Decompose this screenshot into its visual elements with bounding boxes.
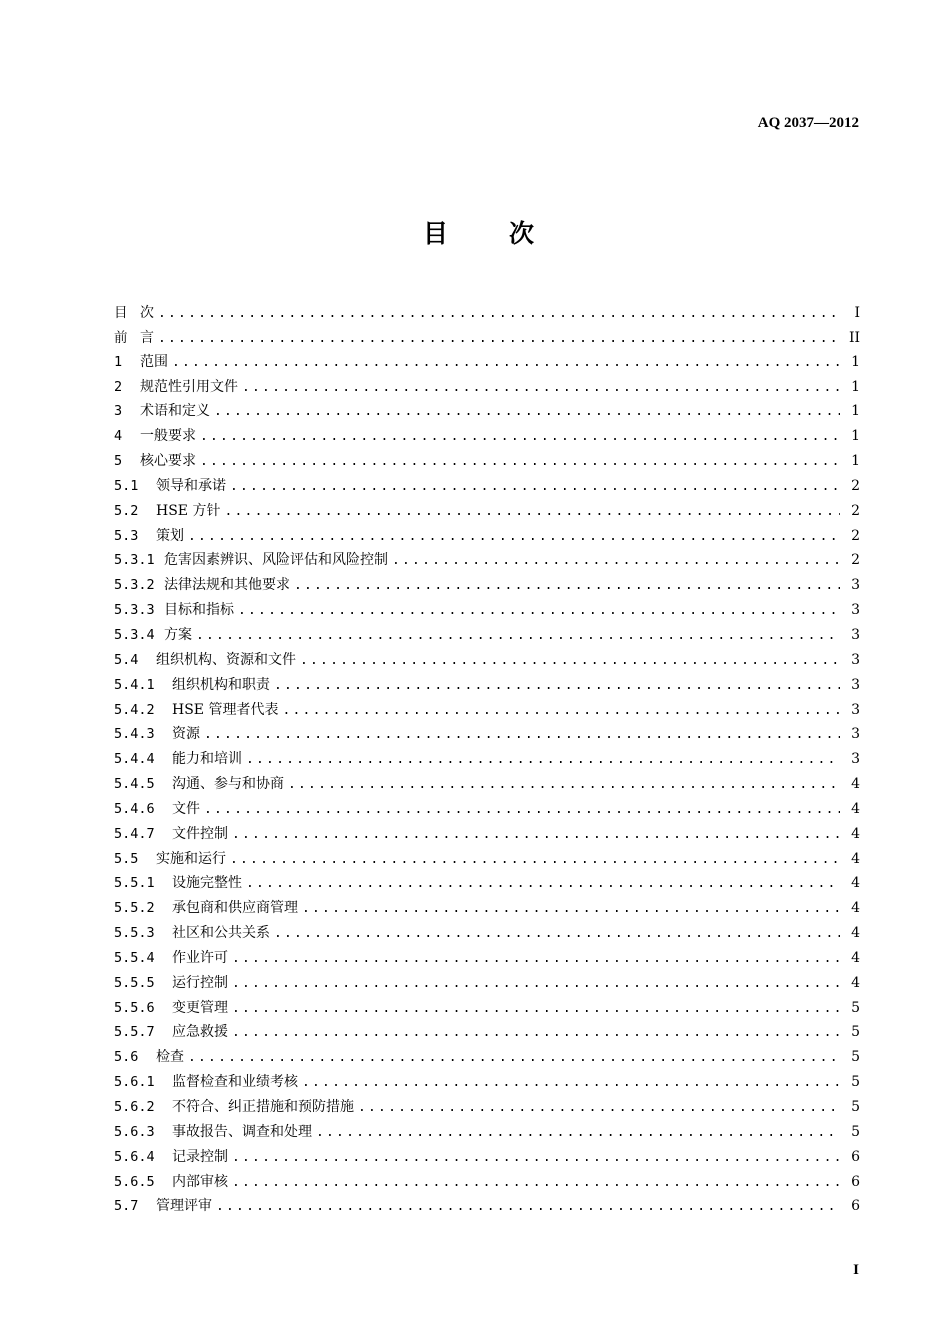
toc-entry-number: 1 [114,353,123,370]
toc-entry[interactable] [114,1021,860,1046]
footer-page-number: I [853,1262,859,1278]
toc-entry-number: 5.2 [114,502,139,519]
toc-entry-page: 4 [851,825,860,842]
toc-entry[interactable] [114,624,860,649]
toc-dot-leader [230,852,840,867]
toc-dot-leader [158,306,840,321]
toc-entry[interactable] [114,425,860,450]
toc-entry[interactable] [114,773,860,798]
toc-entry-number: 目 [114,305,128,321]
toc-entry-page: 5 [851,1049,860,1066]
toc-entry[interactable] [114,798,860,823]
toc-entry-label: 变更管理 [172,999,228,1016]
toc-entry-label: 一般要求 [140,428,196,445]
toc-dot-leader [246,876,840,891]
toc-entry[interactable] [114,997,860,1022]
toc-dot-leader [216,1199,840,1214]
toc-entry-number: 5.5.5 [114,974,155,991]
toc-dot-leader [238,603,840,618]
toc-dot-leader [316,1125,840,1140]
toc-entry-label: 承包商和供应商管理 [172,900,298,917]
toc-entry-label: 社区和公共关系 [172,925,270,942]
toc-entry-number: 5 [114,453,123,470]
toc-entry[interactable] [114,922,860,947]
toc-dot-leader [232,976,840,991]
toc-entry-number: 5.3.4 [114,626,155,643]
toc-entry-number: 5.6.3 [114,1123,155,1140]
toc-dot-leader [232,1001,840,1016]
toc-entry-page: 4 [851,949,860,966]
toc-dot-leader [232,1025,840,1040]
toc-entry-number: 5.6 [114,1049,139,1066]
toc-entry-number: 5.5.1 [114,875,155,892]
toc-entry-label: 核心要求 [140,453,196,470]
toc-entry-number: 5.5.7 [114,1024,155,1041]
toc-entry[interactable] [114,400,860,425]
toc-entry-number: 5.6.4 [114,1148,155,1165]
toc-entry-page: 6 [851,1148,860,1165]
toc-entry[interactable] [114,699,860,724]
toc-entry-number: 前 [114,329,128,346]
toc-entry-page: 5 [851,1123,860,1140]
toc-entry-label: 作业许可 [172,949,228,966]
toc-entry[interactable] [114,897,860,922]
toc-entry-label: 规范性引用文件 [140,378,238,395]
toc-dot-leader [232,827,840,842]
toc-dot-leader [196,628,840,643]
toc-entry-page: 3 [851,676,860,693]
toc-entry-number: 5.4.5 [114,776,155,793]
toc-entry[interactable] [114,723,860,748]
toc-entry-page: 1 [851,453,860,470]
toc-entry-page: 6 [851,1198,860,1215]
toc-entry[interactable] [114,1071,860,1096]
toc-dot-leader [232,1150,840,1165]
toc-entry-page: 2 [851,477,860,494]
toc-entry-page: II [848,329,860,346]
toc-dot-leader [214,404,840,419]
toc-entry-page: 1 [851,378,860,395]
toc-entry-label: 应急救援 [172,1024,228,1041]
toc-entry-label: HSE 管理者代表 [172,701,279,718]
toc-entry-label: 方案 [164,626,192,643]
toc-entry-label: 不符合、纠正措施和预防措施 [172,1099,354,1115]
toc-entry-label: 目标和指标 [164,602,234,619]
toc-entry-page: 5 [851,999,860,1016]
toc-entry-page: 3 [851,626,860,643]
toc-entry[interactable] [114,475,860,500]
toc-entry[interactable] [114,1121,860,1146]
toc-entry-page: 5 [851,1099,860,1115]
toc-entry-label: 组织机构、资源和文件 [156,651,296,668]
toc-entry-number: 5.7 [114,1198,139,1215]
toc-entry[interactable] [114,525,860,550]
toc-entry-label: 文件 [172,800,200,817]
toc-dot-leader [274,926,840,941]
toc-dot-leader [246,752,840,767]
toc-entry-page: 5 [851,1074,860,1091]
toc-entry-label: 领导和承诺 [156,477,226,494]
toc-entry-page: 3 [851,701,860,718]
toc-entry-page: 1 [851,403,860,420]
toc-entry-page: I [854,305,860,321]
toc-entry-number: 5.6.5 [114,1173,155,1190]
toc-entry[interactable] [114,1046,860,1071]
toc-entry-label: 内部审核 [172,1173,228,1190]
toc-entry-number: 5.3.3 [114,602,155,619]
toc-entry-number: 2 [114,378,123,395]
toc-entry-page: 3 [851,651,860,668]
toc-entry[interactable] [114,1146,860,1171]
table-of-contents [114,301,860,1220]
toc-entry-page: 5 [851,1024,860,1041]
toc-entry-label: 资源 [172,726,200,743]
toc-entry-number: 5.4.2 [114,701,155,718]
toc-dot-leader [158,331,840,346]
toc-dot-leader [232,951,840,966]
toc-entry-page: 4 [851,800,860,817]
toc-entry-label: HSE 方针 [156,502,221,519]
toc-dot-leader [188,529,840,544]
toc-entry[interactable] [114,1096,860,1121]
toc-entry-number: 3 [114,403,123,420]
toc-dot-leader [204,802,840,817]
toc-entry-page: 3 [851,577,860,594]
toc-entry[interactable] [114,599,860,624]
toc-dot-leader [230,479,840,494]
toc-entry-number: 5.4.3 [114,726,155,743]
toc-entry-page: 4 [851,974,860,991]
toc-entry-page: 1 [851,353,860,370]
toc-entry[interactable] [114,1195,860,1220]
toc-dot-leader [204,727,840,742]
toc-entry-page: 3 [851,751,860,768]
toc-dot-leader [242,380,840,395]
toc-entry-number: 5.5.4 [114,949,155,966]
toc-entry[interactable] [114,748,860,773]
toc-dot-leader [200,429,840,444]
toc-dot-leader [392,553,840,568]
toc-entry-number: 5.1 [114,477,139,494]
toc-entry-page: 4 [851,875,860,892]
toc-entry-page: 2 [851,527,860,544]
toc-entry-label: 记录控制 [172,1148,228,1165]
toc-entry-number: 5.3.2 [114,577,155,594]
toc-entry[interactable] [114,872,860,897]
toc-dot-leader [232,1175,840,1190]
toc-entry-number: 5.5.6 [114,999,155,1016]
toc-entry[interactable] [114,376,860,401]
toc-entry[interactable] [114,823,860,848]
toc-entry-number: 5.5.2 [114,900,155,917]
toc-entry[interactable] [114,674,860,699]
toc-entry-number: 5.4.4 [114,751,155,768]
toc-entry-page: 3 [851,726,860,743]
toc-entry-label: 设施完整性 [172,875,242,892]
toc-dot-leader [288,777,840,792]
toc-entry-number: 5.5 [114,850,139,867]
toc-entry-number: 4 [114,428,123,445]
toc-entry-label: 能力和培训 [172,751,242,768]
toc-entry-number: 5.4 [114,651,139,668]
toc-entry[interactable] [114,500,860,525]
toc-entry-number: 5.4.6 [114,800,155,817]
toc-entry[interactable] [114,301,860,326]
toc-entry-label: 事故报告、调查和处理 [172,1123,312,1140]
toc-entry-label: 言 [140,329,154,346]
toc-dot-leader [300,653,840,668]
toc-dot-leader [224,504,840,519]
toc-entry[interactable] [114,351,860,376]
toc-dot-leader [282,703,840,718]
toc-dot-leader [172,355,840,370]
toc-entry[interactable] [114,574,860,599]
toc-entry-page: 6 [851,1173,860,1190]
toc-entry-label: 运行控制 [172,974,228,991]
toc-entry-label: 策划 [156,527,184,544]
toc-entry-page: 4 [851,850,860,867]
toc-entry[interactable] [114,1171,860,1196]
toc-entry-number: 5.6.2 [114,1099,155,1115]
toc-entry-number: 5.4.1 [114,676,155,693]
toc-entry[interactable] [114,649,860,674]
toc-dot-leader [294,578,840,593]
toc-entry-number: 5.5.3 [114,925,155,942]
toc-entry-page: 4 [851,925,860,942]
toc-entry-label: 监督检查和业绩考核 [172,1074,298,1091]
toc-entry-label: 法律法规和其他要求 [164,577,290,594]
toc-dot-leader [188,1050,840,1065]
toc-entry-page: 2 [851,552,860,569]
toc-entry[interactable] [114,848,860,873]
toc-entry-page: 3 [851,602,860,619]
toc-entry-label: 组织机构和职责 [172,676,270,693]
toc-dot-leader [302,1075,840,1090]
toc-entry-label: 检查 [156,1049,184,1066]
toc-entry[interactable] [114,947,860,972]
toc-entry-label: 管理评审 [156,1198,212,1215]
toc-dot-leader [274,678,840,693]
standard-code: AQ 2037—2012 [757,115,859,131]
toc-dot-leader [302,901,840,916]
toc-entry-number: 5.3.1 [114,552,155,569]
toc-entry-label: 次 [140,305,154,321]
toc-entry-label: 沟通、参与和协商 [172,776,284,793]
toc-entry-label: 文件控制 [172,825,228,842]
toc-entry-page: 1 [851,428,860,445]
toc-entry-page: 4 [851,776,860,793]
toc-entry[interactable] [114,972,860,997]
toc-entry-label: 范围 [140,353,168,370]
toc-entry-label: 危害因素辨识、风险评估和风险控制 [164,552,388,569]
toc-entry-number: 5.3 [114,527,139,544]
toc-entry[interactable] [114,549,860,574]
page-title: 目 次 [422,219,552,248]
toc-entry[interactable] [114,450,860,475]
toc-entry-page: 4 [851,900,860,917]
toc-entry-page: 2 [851,502,860,519]
toc-entry-label: 术语和定义 [140,403,210,420]
toc-dot-leader [358,1100,840,1115]
toc-entry-label: 实施和运行 [156,850,226,867]
toc-entry-number: 5.4.7 [114,825,155,842]
toc-entry[interactable] [114,326,860,351]
toc-dot-leader [200,454,840,469]
toc-entry-number: 5.6.1 [114,1074,155,1091]
